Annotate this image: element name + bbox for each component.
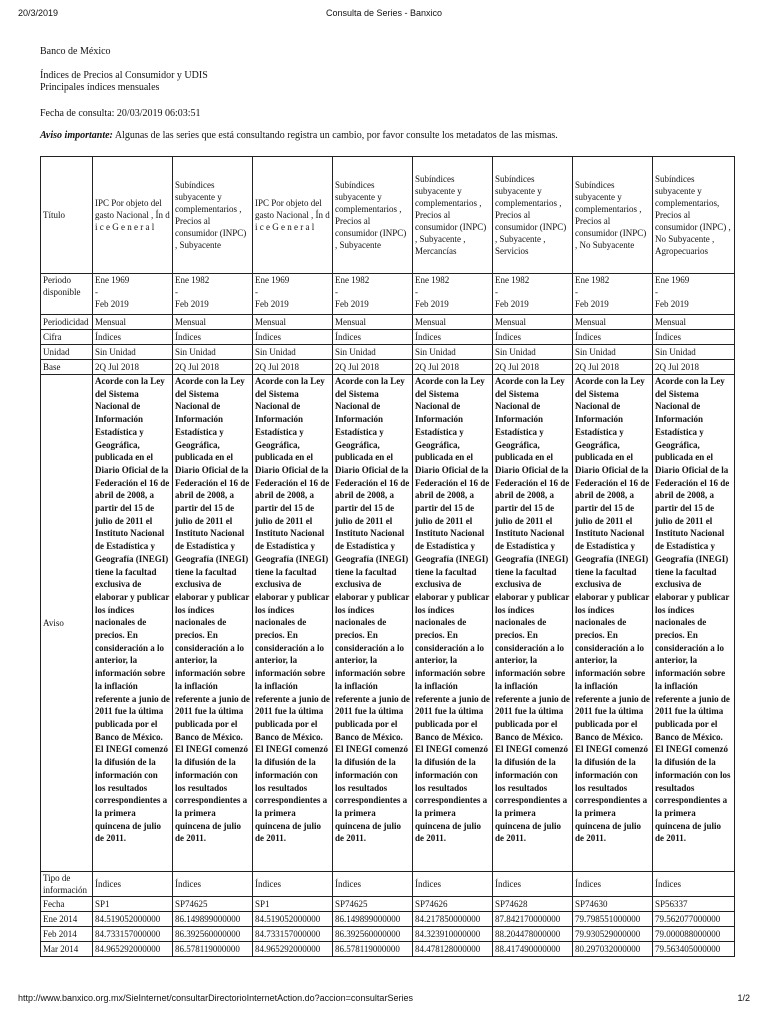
info-type-cell: Índices	[93, 872, 173, 897]
periodicity-cell: Mensual	[253, 315, 333, 330]
periodicity-cell: Mensual	[173, 315, 253, 330]
info-type-cell: Índices	[333, 872, 413, 897]
row-label-base: Base	[41, 360, 93, 375]
period-end: Feb 2019	[95, 299, 129, 309]
row-label-fecha: Fecha	[41, 897, 93, 912]
series-code-cell: SP74630	[573, 897, 653, 912]
base-cell: 2Q Jul 2018	[253, 360, 333, 375]
table-row	[41, 942, 735, 957]
period-separator: -	[655, 287, 658, 297]
unit-cell: Sin Unidad	[493, 345, 573, 360]
series-title-cell: Subíndices subyacente y complementarios , Precios al consumidor (INPC) , Subyacente	[173, 157, 253, 274]
unit-cell: Sin Unidad	[93, 345, 173, 360]
aviso-cell: Acorde con la Ley del Sistema Nacional de Información Estadística y Geográfica, publicada en el Diario Oficial de la Federación el 16 de abril de 2008, a partir del 15 de julio de 2011 el Instituto Nacional de Estadística y Geografía (INEGI) tiene la facultad exclusiva de elaborar y publicar los índices nacionales de precios. En consideración a lo anterior, la información sobre la inflación referente a junio de 2011 fue la última publicada por el Banco de México. El INEGI comenzó la difusión de la información con los resultados correspondientes a la primera quincena de julio de 2011.	[333, 375, 413, 872]
table-row	[41, 274, 735, 315]
period-cell	[253, 274, 333, 315]
periodicity-cell: Mensual	[573, 315, 653, 330]
bank-name: Banco de México	[40, 46, 111, 57]
period-end: Feb 2019	[335, 299, 369, 309]
info-type-cell: Índices	[493, 872, 573, 897]
report-subtitle: Principales índices mensuales	[40, 82, 160, 93]
series-table	[40, 156, 735, 957]
series-code-cell: SP74628	[493, 897, 573, 912]
table-row	[41, 360, 735, 375]
notice-label: Aviso importante:	[40, 130, 113, 141]
series-title-cell: Subíndices subyacente y complementarios , Precios al consumidor (INPC) , Subyacente , Mercancías	[413, 157, 493, 274]
date-label: Ene 2014	[41, 912, 93, 927]
value-cell: 86.149899000000	[333, 912, 413, 927]
base-cell: 2Q Jul 2018	[173, 360, 253, 375]
info-type-cell: Índices	[173, 872, 253, 897]
unit-cell: Sin Unidad	[573, 345, 653, 360]
period-start: Ene 1982	[575, 275, 610, 285]
value-cell: 84.965292000000	[93, 942, 173, 957]
value-cell: 84.733157000000	[93, 927, 173, 942]
value-cell: 86.392560000000	[173, 927, 253, 942]
print-footer	[18, 993, 750, 1007]
table-row	[41, 157, 735, 274]
period-start: Ene 1982	[415, 275, 450, 285]
unit-cell: Sin Unidad	[173, 345, 253, 360]
value-cell: 84.323910000000	[413, 927, 493, 942]
table-row	[41, 872, 735, 897]
value-cell: 84.519052000000	[93, 912, 173, 927]
value-cell: 79.563405000000	[653, 942, 735, 957]
period-cell	[573, 274, 653, 315]
period-cell	[173, 274, 253, 315]
series-code-cell: SP74625	[173, 897, 253, 912]
cifra-cell: Índices	[573, 330, 653, 345]
value-cell: 80.297032000000	[573, 942, 653, 957]
cifra-cell: Índices	[173, 330, 253, 345]
period-separator: -	[95, 287, 98, 297]
unit-cell: Sin Unidad	[413, 345, 493, 360]
page-title: Consulta de Series - Banxico	[325, 8, 443, 18]
series-title-cell: IPC Por objeto del gasto Nacional , Ín d i c e G e n e r a l	[93, 157, 173, 274]
periodicity-cell: Mensual	[93, 315, 173, 330]
value-cell: 84.519052000000	[253, 912, 333, 927]
cifra-cell: Índices	[413, 330, 493, 345]
period-separator: -	[415, 287, 418, 297]
cifra-cell: Índices	[333, 330, 413, 345]
value-cell: 79.798551000000	[573, 912, 653, 927]
unit-cell: Sin Unidad	[653, 345, 735, 360]
row-label-periodo: Periodo disponible	[41, 274, 93, 315]
row-label-cifra: Cifra	[41, 330, 93, 345]
page-url: http://www.banxico.org.mx/SieInternet/consultarDirectorioInternetAction.do?accion=consultarSeries	[18, 993, 413, 1003]
aviso-cell: Acorde con la Ley del Sistema Nacional de Información Estadística y Geográfica, publicada en el Diario Oficial de la Federación el 16 de abril de 2008, a partir del 15 de julio de 2011 el Instituto Nacional de Estadística y Geografía (INEGI) tiene la facultad exclusiva de elaborar y publicar los índices nacionales de precios. En consideración a lo anterior, la información sobre la inflación referente a junio de 2011 fue la última publicada por el Banco de México. El INEGI comenzó la difusión de la información con los resultados correspondientes a la primera quincena de julio de 2011.	[413, 375, 493, 872]
period-cell	[653, 274, 735, 315]
base-cell: 2Q Jul 2018	[573, 360, 653, 375]
period-separator: -	[575, 287, 578, 297]
cifra-cell: Índices	[253, 330, 333, 345]
row-label-unidad: Unidad	[41, 345, 93, 360]
value-cell: 84.217850000000	[413, 912, 493, 927]
periodicity-cell: Mensual	[653, 315, 735, 330]
value-cell: 88.417490000000	[493, 942, 573, 957]
period-cell	[93, 274, 173, 315]
series-code-cell: SP74626	[413, 897, 493, 912]
period-start: Ene 1982	[335, 275, 370, 285]
value-cell: 87.842170000000	[493, 912, 573, 927]
value-cell: 88.204478000000	[493, 927, 573, 942]
aviso-cell: Acorde con la Ley del Sistema Nacional de Información Estadística y Geográfica, publicada en el Diario Oficial de la Federación el 16 de abril de 2008, a partir del 15 de julio de 2011 el Instituto Nacional de Estadística y Geografía (INEGI) tiene la facultad exclusiva de elaborar y publicar los índices nacionales de precios. En consideración a lo anterior, la información sobre la inflación referente a junio de 2011 fue la última publicada por el Banco de México. El INEGI comenzó la difusión de la información con los resultados correspondientes a la primera quincena de julio de 2011.	[573, 375, 653, 872]
value-cell: 84.733157000000	[253, 927, 333, 942]
table-row	[41, 345, 735, 360]
series-title-cell: Subíndices subyacente y complementarios , Precios al consumidor (INPC) , Subyacente	[333, 157, 413, 274]
series-code-cell: SP1	[253, 897, 333, 912]
period-start: Ene 1982	[175, 275, 210, 285]
period-end: Feb 2019	[415, 299, 449, 309]
important-notice	[40, 130, 558, 141]
value-cell: 84.965292000000	[253, 942, 333, 957]
series-code-cell: SP1	[93, 897, 173, 912]
series-code-cell: SP56337	[653, 897, 735, 912]
aviso-cell: Acorde con la Ley del Sistema Nacional de Información Estadística y Geográfica, publicada en el Diario Oficial de la Federación el 16 de abril de 2008, a partir del 15 de julio de 2011 el Instituto Nacional de Estadística y Geografía (INEGI) tiene la facultad exclusiva de elaborar y publicar los índices nacionales de precios. En consideración a lo anterior, la información sobre la inflación referente a junio de 2011 fue la última publicada por el Banco de México. El INEGI comenzó la difusión de la información con los resultados correspondientes a la primera quincena de julio de 2011.	[173, 375, 253, 872]
value-cell: 79.000088000000	[653, 927, 735, 942]
aviso-cell: Acorde con la Ley del Sistema Nacional de Información Estadística y Geográfica, publicada en el Diario Oficial de la Federación el 16 de abril de 2008, a partir del 15 de julio de 2011 el Instituto Nacional de Estadística y Geografía (INEGI) tiene la facultad exclusiva de elaborar y publicar los índices nacionales de precios. En consideración a lo anterior, la información sobre la inflación referente a junio de 2011 fue la última publicada por el Banco de México. El INEGI comenzó la difusión de la información con los resultados correspondientes a la primera quincena de julio de 2011.	[493, 375, 573, 872]
row-label-titulo: Título	[41, 157, 93, 274]
period-cell	[413, 274, 493, 315]
page-number: 1/2	[737, 993, 750, 1003]
table-row	[41, 912, 735, 927]
aviso-cell: Acorde con la Ley del Sistema Nacional de Información Estadística y Geográfica, publicada en el Diario Oficial de la Federación el 16 de abril de 2008, a partir del 15 de julio de 2011 el Instituto Nacional de Estadística y Geografía (INEGI) tiene la facultad exclusiva de elaborar y publicar los índices nacionales de precios. En consideración a lo anterior, la información sobre la inflación referente a junio de 2011 fue la última publicada por el Banco de México. El INEGI comenzó la difusión de la información con los resultados correspondientes a la primera quincena de julio de 2011.	[653, 375, 735, 872]
period-separator: -	[495, 287, 498, 297]
value-cell: 79.930529000000	[573, 927, 653, 942]
date-label: Feb 2014	[41, 927, 93, 942]
table-row	[41, 927, 735, 942]
table-row	[41, 315, 735, 330]
series-title-cell: Subíndices subyacente y complementarios , Precios al consumidor (INPC) , Subyacente , Servicios	[493, 157, 573, 274]
info-type-cell: Índices	[653, 872, 735, 897]
periodicity-cell: Mensual	[493, 315, 573, 330]
period-start: Ene 1969	[95, 275, 130, 285]
period-separator: -	[175, 287, 178, 297]
date-label: Mar 2014	[41, 942, 93, 957]
base-cell: 2Q Jul 2018	[333, 360, 413, 375]
period-cell	[333, 274, 413, 315]
series-title-cell: Subíndices subyacente y complementarios, Precios al consumidor (INPC) , No Subyacente , Agropecuarios	[653, 157, 735, 274]
report-title: Índices de Precios al Consumidor y UDIS	[40, 70, 208, 81]
value-cell: 86.578119000000	[333, 942, 413, 957]
row-label-aviso: Aviso	[41, 375, 93, 872]
period-start: Ene 1969	[255, 275, 290, 285]
periodicity-cell: Mensual	[413, 315, 493, 330]
unit-cell: Sin Unidad	[333, 345, 413, 360]
print-header	[18, 8, 750, 22]
base-cell: 2Q Jul 2018	[653, 360, 735, 375]
query-date: Fecha de consulta: 20/03/2019 06:03:51	[40, 108, 201, 119]
print-date: 20/3/2019	[18, 8, 59, 18]
base-cell: 2Q Jul 2018	[93, 360, 173, 375]
period-separator: -	[335, 287, 338, 297]
cifra-cell: Índices	[93, 330, 173, 345]
unit-cell: Sin Unidad	[253, 345, 333, 360]
info-type-cell: Índices	[253, 872, 333, 897]
value-cell: 79.562077000000	[653, 912, 735, 927]
period-separator: -	[255, 287, 258, 297]
period-start: Ene 1982	[495, 275, 530, 285]
value-cell: 86.392560000000	[333, 927, 413, 942]
period-end: Feb 2019	[575, 299, 609, 309]
period-start: Ene 1969	[655, 275, 690, 285]
row-label-tipo: Tipo de información	[41, 872, 93, 897]
period-end: Feb 2019	[495, 299, 529, 309]
aviso-cell: Acorde con la Ley del Sistema Nacional de Información Estadística y Geográfica, publicada en el Diario Oficial de la Federación el 16 de abril de 2008, a partir del 15 de julio de 2011 el Instituto Nacional de Estadística y Geografía (INEGI) tiene la facultad exclusiva de elaborar y publicar los índices nacionales de precios. En consideración a lo anterior, la información sobre la inflación referente a junio de 2011 fue la última publicada por el Banco de México. El INEGI comenzó la difusión de la información con los resultados correspondientes a la primera quincena de julio de 2011.	[253, 375, 333, 872]
period-end: Feb 2019	[175, 299, 209, 309]
cifra-cell: Índices	[653, 330, 735, 345]
table-row	[41, 375, 735, 872]
row-label-periodicidad: Periodicidad	[41, 315, 93, 330]
table-row	[41, 897, 735, 912]
base-cell: 2Q Jul 2018	[493, 360, 573, 375]
series-code-cell: SP74625	[333, 897, 413, 912]
cifra-cell: Índices	[493, 330, 573, 345]
aviso-cell: Acorde con la Ley del Sistema Nacional de Información Estadística y Geográfica, publicada en el Diario Oficial de la Federación el 16 de abril de 2008, a partir del 15 de julio de 2011 el Instituto Nacional de Estadística y Geografía (INEGI) tiene la facultad exclusiva de elaborar y publicar los índices nacionales de precios. En consideración a lo anterior, la información sobre la inflación referente a junio de 2011 fue la última publicada por el Banco de México. El INEGI comenzó la difusión de la información con los resultados correspondientes a la primera quincena de julio de 2011.	[93, 375, 173, 872]
periodicity-cell: Mensual	[333, 315, 413, 330]
info-type-cell: Índices	[413, 872, 493, 897]
value-cell: 86.149899000000	[173, 912, 253, 927]
value-cell: 84.478128000000	[413, 942, 493, 957]
base-cell: 2Q Jul 2018	[413, 360, 493, 375]
table-row	[41, 330, 735, 345]
value-cell: 86.578119000000	[173, 942, 253, 957]
series-title-cell: IPC Por objeto del gasto Nacional , Ín d i c e G e n e r a l	[253, 157, 333, 274]
series-title-cell: Subíndices subyacente y complementarios , Precios al consumidor (INPC) , No Subyacente	[573, 157, 653, 274]
period-end: Feb 2019	[655, 299, 689, 309]
notice-text: Algunas de las series que está consultando registra un cambio, por favor consulte los metadatos de las mismas.	[112, 130, 558, 141]
period-end: Feb 2019	[255, 299, 289, 309]
info-type-cell: Índices	[573, 872, 653, 897]
period-cell	[493, 274, 573, 315]
